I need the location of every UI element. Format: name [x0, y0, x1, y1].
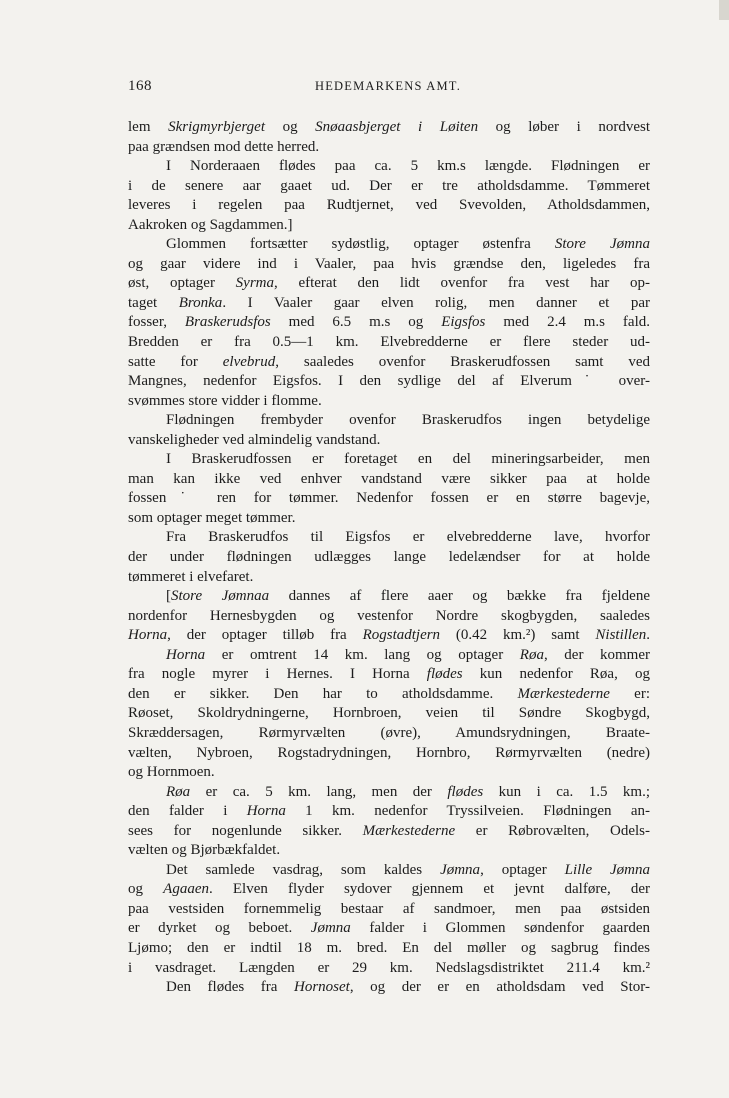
text-line	[128, 411, 650, 431]
text-run: Glommen fortsætter sydøstlig, optager østenfra	[166, 236, 555, 253]
text-line	[128, 959, 650, 979]
text-line	[128, 489, 650, 509]
text-run: med 2.4 m.s fald.	[485, 314, 650, 331]
text-line	[128, 274, 650, 294]
text-run: fossen˙ ren for tømmer. Nedenfor fossen er en større bagevje,	[128, 490, 650, 507]
text-run: og gaar videre ind i Vaaler, paa hvis grændse den, ligeledes fra	[128, 255, 650, 272]
italic-term: flødes	[426, 666, 463, 683]
text-run: Ljømo; den er indtil 18 m. bred. En del møller og sagbrug findes	[128, 939, 650, 956]
text-line	[128, 939, 650, 959]
text-run: Røoset, Skoldrydningerne, Hornbroen, veien til Søndre Skogbygd,	[128, 705, 650, 722]
text-run: er Røbrovælten, Odels-	[455, 822, 650, 839]
text-run: i de senere aar gaaet ud. Der er tre atholdsdamme. Tømmeret	[128, 177, 650, 194]
text-line	[128, 294, 650, 314]
text-line	[128, 138, 650, 158]
text-line	[128, 177, 650, 197]
text-run: og	[265, 119, 316, 135]
text-run: falder i Glommen søndenfor gaarden	[350, 920, 650, 937]
italic-term: Mærkestederne	[362, 822, 456, 839]
text-line	[128, 704, 650, 724]
text-line	[128, 333, 650, 353]
italic-term: Jømna	[310, 920, 351, 937]
text-line	[128, 802, 650, 822]
text-run: kun i ca. 1.5 km.;	[483, 783, 650, 800]
italic-term: Bronka	[178, 294, 223, 311]
text-run: paa vestsiden fornemmelig bestaar af sandmoer, men paa østsiden	[128, 900, 650, 917]
text-run: er omtrent 14 km. lang og optager	[205, 646, 520, 663]
text-run: . Elven flyder sydover gjennem et jevnt dalføre, der	[208, 881, 651, 898]
italic-term: Nistillen	[595, 627, 647, 644]
text-run: man kan ikke ved enhver vandstand være sikker paa at holde	[128, 470, 650, 487]
text-line	[128, 235, 650, 255]
text-run: .	[646, 627, 650, 644]
text-line	[128, 685, 650, 705]
text-line	[128, 744, 650, 764]
text-run: I Norderaaen flødes paa ca. 5 km.s længde. Flødningen er	[166, 158, 650, 175]
italic-term: Store Jømna	[554, 236, 650, 253]
text-run: den er sikker. Den har to atholdsdamme.	[128, 685, 518, 702]
text-run: Fra Braskerudfos til Eigsfos er elvebredderne lave, hvorfor	[166, 529, 650, 546]
text-line	[128, 372, 650, 392]
text-line	[128, 978, 650, 998]
text-line	[128, 607, 650, 627]
running-head: HEDEMARKENS AMT.	[314, 79, 462, 93]
text-line	[128, 450, 650, 470]
text-run: satte for	[128, 353, 223, 370]
text-run: tømmeret i elvefaret.	[128, 568, 254, 585]
text-run: Bredden er fra 0.5—1 km. Elvebredderne er flere steder ud-	[128, 334, 650, 351]
text-line	[128, 431, 650, 451]
text-run: vælten og Bjørbækfaldet.	[128, 842, 281, 859]
italic-term: Skrigmyrbjerget	[168, 119, 265, 135]
text-run: nordenfor Hernesbygden og vestenfor Nordre skogbygden, saaledes	[128, 607, 650, 624]
text-run: fra nogle myrer i Hernes. I Horna	[128, 666, 427, 683]
text-run: sees for nogenlunde sikker.	[128, 822, 363, 839]
text-line	[128, 919, 650, 939]
text-run: , optager	[480, 861, 565, 878]
italic-term: Snøaasbjerget i Løiten	[315, 119, 479, 135]
text-run: svømmes store vidder i flomme.	[128, 392, 322, 409]
text-run: , efterat den lidt ovenfor fra vest har op-	[273, 275, 650, 292]
italic-term: Rogstadtjern	[362, 627, 441, 644]
text-line	[128, 216, 650, 236]
text-line	[128, 900, 650, 920]
page-header	[128, 78, 648, 100]
text-line	[128, 528, 650, 548]
text-run: , og der er en atholdsdam ved Stor-	[349, 979, 650, 996]
text-line	[128, 548, 650, 568]
text-run: I Braskerudfossen er foretaget en del mineringsarbeider, men	[166, 451, 650, 468]
text-line	[128, 313, 650, 333]
text-run: [	[166, 588, 171, 605]
text-line	[128, 392, 650, 412]
text-line	[128, 822, 650, 842]
text-run: vanskeligheder ved almindelig vandstand.	[128, 431, 381, 448]
text-run: Aakroken og Sagdammen.]	[128, 216, 293, 233]
italic-term: Syrma	[235, 275, 274, 292]
italic-term: Horna	[166, 646, 206, 663]
text-run: vælten, Nybroen, Rogstadrydningen, Hornbro, Rørmyrvælten (nedre)	[128, 744, 650, 761]
text-run: , saaledes ovenfor Braskerudfossen samt ved	[275, 353, 650, 370]
page-number: 168	[128, 78, 152, 94]
text-run: den falder i	[128, 803, 247, 820]
text-line	[128, 118, 650, 138]
text-line	[128, 665, 650, 685]
italic-term: Lille Jømna	[564, 861, 651, 878]
text-line	[128, 568, 650, 588]
text-run: i vasdraget. Længden er 29 km. Nedslagsdistriktet 211.4 km.²	[128, 959, 650, 976]
text-run: Det samlede vasdrag, som kaldes	[166, 861, 441, 878]
text-run: som optager meget tømmer.	[128, 509, 296, 526]
text-run: er:	[609, 685, 650, 702]
text-line	[128, 196, 650, 216]
text-run: Skræddersagen, Rørmyrvælten (øvre), Amundsrydningen, Braate-	[128, 724, 650, 741]
text-run: paa grændsen mod dette herred.	[128, 138, 320, 155]
text-run: 1 km. nedenfor Tryssilveien. Flødningen an-	[285, 803, 650, 820]
text-run: lem	[128, 119, 169, 135]
text-run: kun nedenfor Røa, og	[462, 666, 651, 683]
body-text	[128, 118, 650, 998]
page-edge-shadow	[719, 0, 729, 20]
text-line	[128, 470, 650, 490]
text-run: og løber i nordvest	[478, 119, 651, 135]
text-line	[128, 353, 650, 373]
text-run: , der kommer	[543, 646, 651, 663]
text-run: er dyrket og beboet.	[128, 920, 311, 937]
italic-term: Røa	[519, 646, 544, 663]
text-line	[128, 861, 650, 881]
text-run: og	[128, 881, 164, 898]
text-line	[128, 783, 650, 803]
text-line	[128, 255, 650, 275]
text-line	[128, 626, 650, 646]
text-run: og Hornmoen.	[128, 764, 215, 781]
text-line	[128, 763, 650, 783]
text-run: Den flødes fra	[166, 979, 294, 996]
text-line	[128, 587, 650, 607]
text-run: (0.42 km.²) samt	[440, 627, 596, 644]
italic-term: Mærkestederne	[517, 685, 610, 702]
text-run: der under flødningen udlægges lange ledelændser for at holde	[128, 549, 650, 566]
text-line	[128, 646, 650, 666]
text-run: med 6.5 m.s og	[270, 314, 442, 331]
italic-term: Eigsfos	[441, 314, 486, 331]
italic-term: Horna	[128, 627, 168, 644]
italic-term: Røa	[166, 783, 191, 800]
text-run: Mangnes, nedenfor Eigsfos. I den sydlige del af Elverum˙ over-	[128, 373, 650, 390]
text-run: fosser,	[128, 314, 185, 331]
text-run: leveres i regelen paa Rudtjernet, ved Svevolden, Atholdsdammen,	[128, 197, 650, 214]
italic-term: Agaaen	[163, 881, 209, 898]
text-run: . I Vaaler gaar elven rolig, men danner et par	[222, 294, 650, 311]
italic-term: Jømna	[440, 861, 481, 878]
text-run: Flødningen frembyder ovenfor Braskerudfos ingen betydelige	[166, 412, 650, 429]
italic-term: elvebrud	[222, 353, 276, 370]
text-run: taget	[128, 294, 179, 311]
italic-term: Horna	[246, 803, 286, 820]
text-line	[128, 880, 650, 900]
italic-term: Store Jømnaa	[171, 588, 270, 605]
italic-term: flødes	[447, 783, 484, 800]
text-run: er ca. 5 km. lang, men der	[190, 783, 448, 800]
italic-term: Braskerudsfos	[184, 314, 271, 331]
text-run: dannes af flere aaer og bække fra fjeldene	[269, 588, 650, 605]
italic-term: Hornoset	[293, 979, 350, 996]
text-run: , der optager tilløb fra	[167, 627, 363, 644]
text-line	[128, 157, 650, 177]
text-line	[128, 509, 650, 529]
text-run: øst, optager	[128, 275, 236, 292]
text-line	[128, 724, 650, 744]
text-line	[128, 841, 650, 861]
